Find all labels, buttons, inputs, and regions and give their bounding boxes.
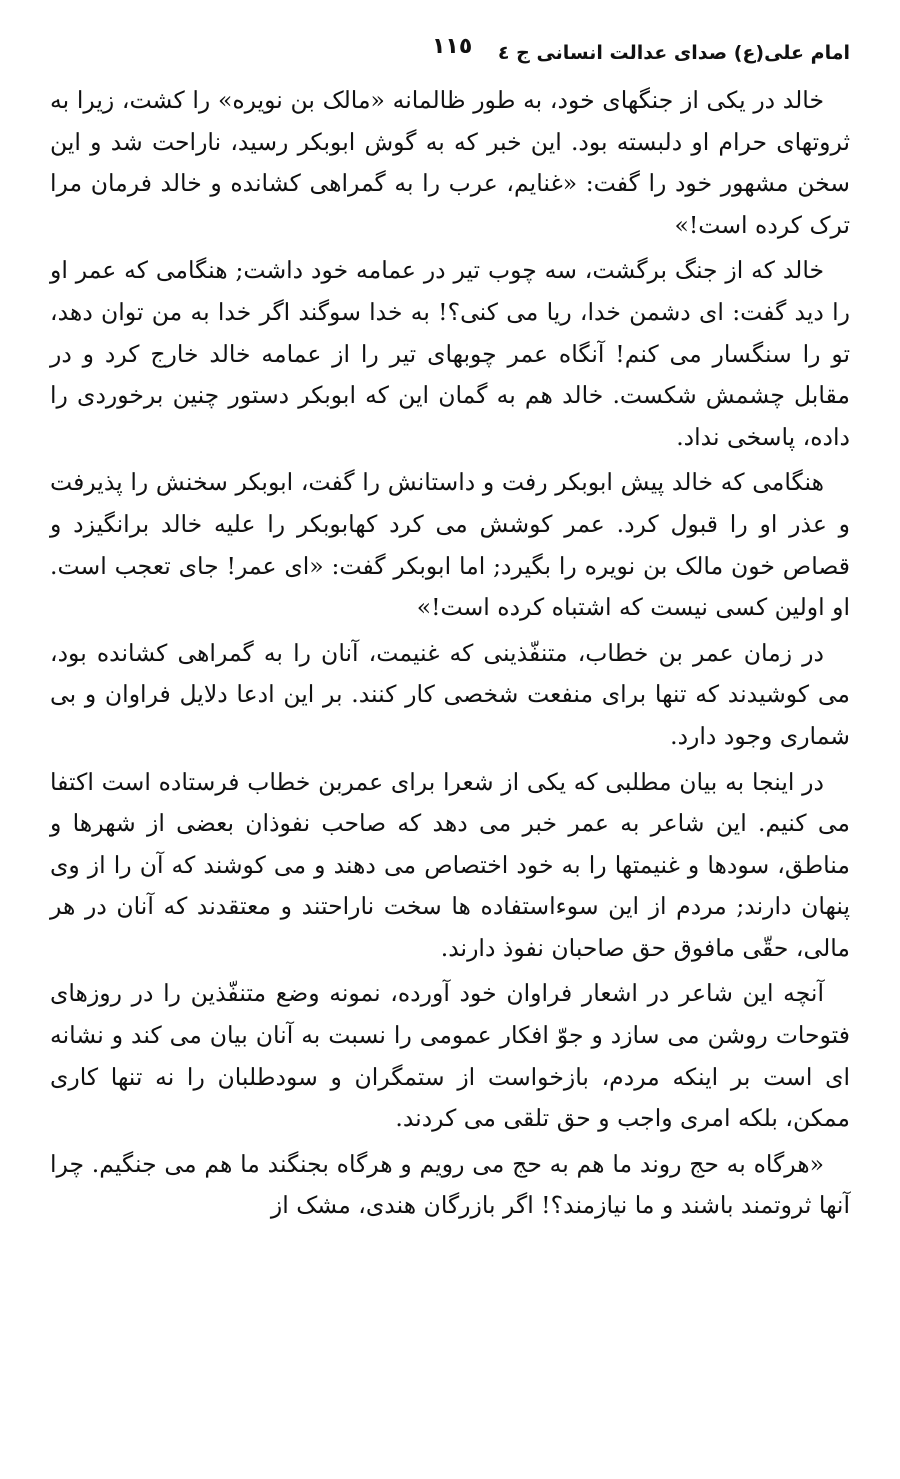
page-number: ١١٥: [432, 34, 473, 59]
paragraph-3: هنگامی که خالد پیش ابوبکر رفت و داستانش را گفت، ابوبکر سخنش را پذیرفت و عذر او را قبول کرد. عمر کوشش می کرد کهابوبکر را علیه خالد برانگیزد و قصاص خون مالک بن نویره را بگیرد; اما ابوبکر گفت: «ای عمر! جای تعجب است. او اولین کسی نیست که اشتباه کرده است!»: [50, 468, 850, 622]
paragraph-1: خالد در یکی از جنگهای خود، به طور ظالمانه «مالک بن نویره» را کشت، زیرا به ثروتهای حرام او دلبسته بود. این خبر که به گوش ابوبکر رسید، ناراحت شد و این سخن مشهور خود را گفت: «غنایم، عرب را به گمراهی کشانده و خالد فرمان مرا ترک کرده است!»: [50, 86, 850, 239]
body-text: [50, 80, 850, 1231]
paragraph-7-quote: «هرگاه به حج روند ما هم به حج می رویم و هرگاه بجنگند ما هم می جنگیم. چرا آنها ثروتمند باشند و ما نیازمند؟! اگر بازرگان هندی، مشک از: [50, 1149, 850, 1220]
paragraph-6: آنچه این شاعر در اشعار فراوان خود آورده، نمونه وضع متنفّذین را در روزهای فتوحات روشن می سازد و جوّ افکار عمومی را نسبت به آنان بیان می کند و نشانه ای است بر اینکه مردم، بازخواست از ستمگران و سودطلبان را نه تنها کاری ممکن، بلکه امری واجب و حق تلقی می کردند.: [50, 979, 850, 1133]
paragraph-5: در اینجا به بیان مطلبی که یکی از شعرا برای عمربن خطاب فرستاده است اکتفا می کنیم. این شاعر به عمر خبر می دهد که صاحب نفوذان بعضی از شهرها و مناطق، سودها و غنیمتها را به خود اختصاص می دهند و می کوشند که آن را از وی پنهان دارند; مردم از این سوءاستفاده ها سخت ناراحتند و معتقدند که آنان در هر مالی، حقّی مافوق حق صاحبان نفوذ دارند.: [50, 767, 850, 962]
paragraph-4: در زمان عمر بن خطاب، متنفّذینی که غنیمت، آنان را به گمراهی کشانده بود، می کوشیدند که تنها برای منفعت شخصی کار کنند. بر این ادعا دلایل فراوان و بی شماری وجود دارد.: [50, 638, 850, 750]
book-title: امام علی(ع) صدای عدالت انسانی ج ٤: [497, 42, 850, 64]
running-header: [50, 34, 850, 74]
paragraph-2: خالد که از جنگ برگشت، سه چوب تیر در عمامه خود داشت; هنگامی که عمر او را دید گفت: ای دشمن خدا، ریا می کنی؟! به خدا سوگند اگر خدا به من توان دهد، تو را سنگسار می کنم! آنگاه عمر چوبهای تیر را از عمامه خالد خارج کرد و در مقابل چشمش شکست. خالد هم به گمان این که ابوبکر دستور چنین برخوردی را داده، پاسخی نداد.: [50, 256, 850, 451]
